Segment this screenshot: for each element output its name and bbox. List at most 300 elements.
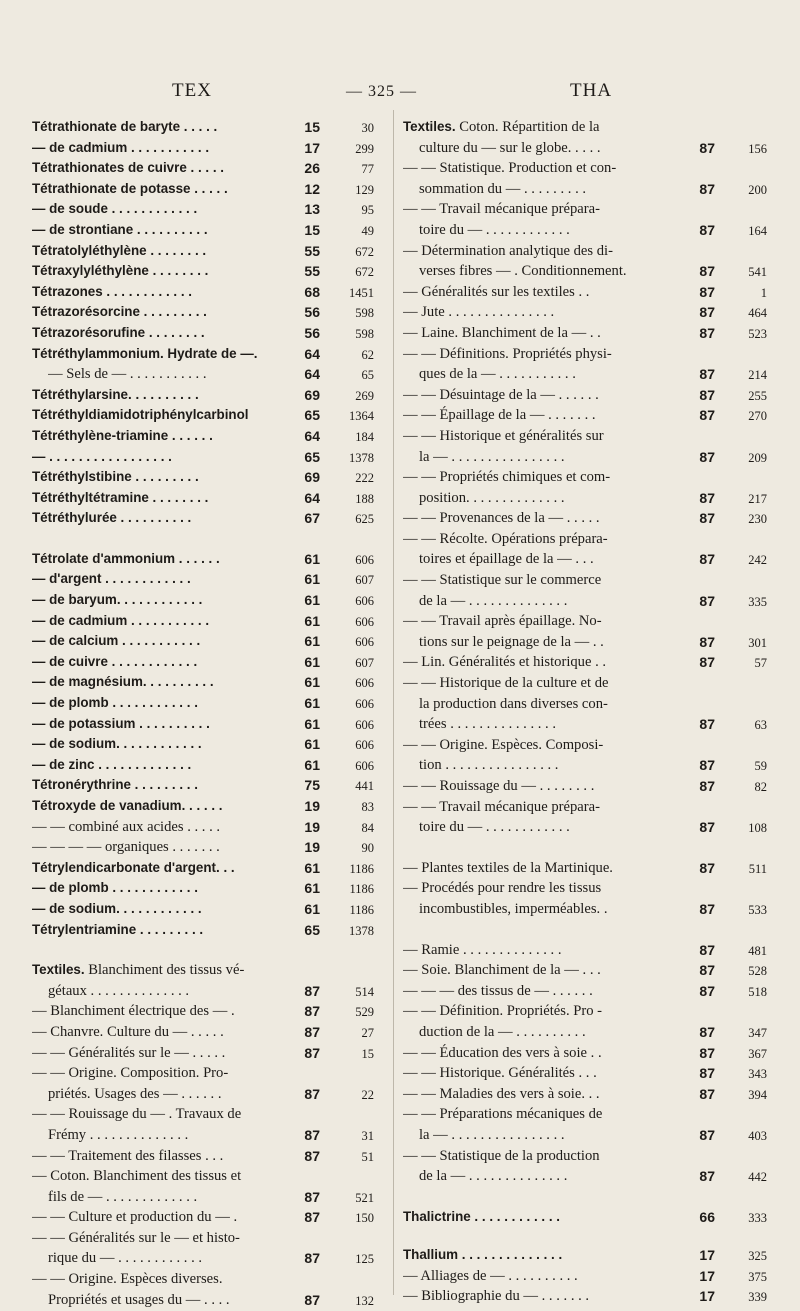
block-spacer (32, 940, 384, 960)
index-entry (403, 1063, 768, 1084)
entry-page: 625 (355, 512, 374, 527)
entry-page: 27 (361, 1025, 374, 1040)
entry-page: 335 (748, 594, 767, 609)
index-entry (32, 569, 384, 590)
entry-page: 442 (748, 1170, 767, 1185)
entry-page: 230 (748, 512, 767, 527)
entry-text: — de sodium. . . . . . . . . . . . (32, 736, 202, 752)
entry-text: — de sodium. . . . . . . . . . . . (32, 900, 202, 916)
index-entry (403, 1104, 768, 1125)
entry-volume: 61 (304, 592, 320, 609)
entry-volume: 67 (304, 510, 320, 527)
entry-text: — de cadmium . . . . . . . . . . . (32, 612, 210, 628)
index-entry (32, 1228, 384, 1249)
entry-text: — de magnésium. . . . . . . . . . (32, 674, 214, 690)
entry-text: — — Définition. Propriétés. Pro - (403, 1003, 603, 1020)
entry-page: 521 (355, 1190, 374, 1205)
index-entry (403, 426, 768, 447)
entry-text: — Coton. Blanchiment des tissus et (32, 1168, 242, 1185)
entry-text: — Généralités sur les textiles . . (403, 283, 590, 300)
entry-page: 529 (355, 1005, 374, 1020)
entry-page: 184 (355, 429, 374, 444)
entry-volume: 87 (304, 1147, 320, 1164)
index-entry (403, 282, 768, 303)
index-block (32, 117, 384, 529)
index-entry (403, 447, 768, 468)
index-entry (403, 302, 768, 323)
entry-page: 209 (748, 450, 767, 465)
entry-volume: 87 (699, 551, 715, 568)
entry-volume: 87 (699, 819, 715, 836)
entry-page: 533 (748, 902, 767, 917)
entry-text: — — Origine. Espèces. Composi- (403, 736, 604, 753)
entry-volume: 61 (304, 715, 320, 732)
entry-page: 59 (754, 759, 767, 774)
index-entry (403, 488, 768, 509)
entry-volume: 69 (304, 386, 320, 403)
index-entry (403, 1001, 768, 1022)
block-spacer (32, 529, 384, 549)
entry-text: Tétréthylammonium. Hydrate de —. (32, 345, 258, 361)
index-entry (32, 590, 384, 611)
entry-text: — . . . . . . . . . . . . . . . . . (32, 448, 172, 464)
entry-page: 200 (748, 182, 767, 197)
index-entry (32, 1146, 384, 1167)
index-entry (403, 261, 768, 282)
index-block (403, 858, 768, 920)
entry-volume: 87 (699, 757, 715, 774)
index-entry (32, 1022, 384, 1043)
entry-volume: 65 (304, 407, 320, 424)
index-entry (32, 1084, 384, 1105)
index-entry (32, 693, 384, 714)
entry-page: 156 (748, 141, 767, 156)
index-entry (403, 899, 768, 920)
entry-volume: 65 (304, 448, 320, 465)
entry-text: — d'argent . . . . . . . . . . . . (32, 571, 191, 587)
index-entry (32, 1104, 384, 1125)
entry-text: Tétréthylstibine . . . . . . . . . (32, 469, 199, 485)
entry-text: — Ramie . . . . . . . . . . . . . . (403, 941, 562, 958)
entry-page: 62 (361, 347, 374, 362)
entry-text: Tétréthylarsine. . . . . . . . . . (32, 386, 199, 402)
entry-page: 403 (748, 1128, 767, 1143)
entry-page: 22 (361, 1087, 374, 1102)
entry-text: Thalictrine . . . . . . . . . . . . (403, 1208, 561, 1224)
entry-volume: 55 (304, 242, 320, 259)
entry-volume: 87 (304, 1023, 320, 1040)
entry-text: Tétrathionates de cuivre . . . . . (32, 160, 224, 176)
index-entry (403, 817, 768, 838)
entry-text: — — Historique et généralités sur (403, 427, 604, 444)
index-entry (32, 1269, 384, 1290)
index-entry (403, 138, 768, 159)
entry-page: 343 (748, 1067, 767, 1082)
entry-volume: 61 (304, 859, 320, 876)
entry-volume: 87 (699, 489, 715, 506)
entry-volume: 87 (304, 1126, 320, 1143)
entry-text: — — Provenances de la — . . . . . (403, 510, 600, 527)
index-entry (403, 467, 768, 488)
entry-text: culture du — sur le globe. . . . . (419, 139, 601, 156)
entry-text: — Alliages de — . . . . . . . . . . (403, 1267, 578, 1284)
entry-volume: 87 (699, 1065, 715, 1082)
entry-volume: 87 (699, 941, 715, 958)
entry-text: tion . . . . . . . . . . . . . . . . (419, 757, 559, 774)
entry-text: Tétroxyde de vanadium. . . . . . (32, 798, 223, 813)
entry-volume: 61 (304, 695, 320, 712)
index-entry (32, 549, 384, 570)
entry-volume: 56 (304, 304, 320, 321)
entry-text: — — Généralités sur le — . . . . . (32, 1044, 226, 1061)
entry-text: — — Culture et production du — . (32, 1209, 238, 1226)
entry-text: Tétréthylène-triamine . . . . . . (32, 427, 213, 443)
index-entry (403, 673, 768, 694)
index-entry (403, 960, 768, 981)
index-entry (32, 1063, 384, 1084)
entry-text: de la — . . . . . . . . . . . . . . (419, 1168, 568, 1185)
entry-page: 84 (361, 820, 374, 835)
entry-page: 51 (361, 1149, 374, 1164)
entry-page: 441 (355, 779, 374, 794)
index-entry (403, 940, 768, 961)
entry-text: Tétréthyldiamidotriphénylcarbinol (32, 407, 249, 423)
index-entry (403, 714, 768, 735)
entry-text: — — Généralités sur le — et histo- (32, 1229, 240, 1246)
index-entry (403, 1043, 768, 1064)
entry-page: 214 (748, 368, 767, 383)
entry-page: 217 (748, 491, 767, 506)
entry-text: Thallium . . . . . . . . . . . . . . (403, 1247, 563, 1263)
entry-page: 606 (355, 758, 374, 773)
entry-volume: 87 (304, 1188, 320, 1205)
index-entry (32, 1043, 384, 1064)
entry-page: 129 (355, 182, 374, 197)
running-head-left: TEX (172, 80, 212, 101)
index-entry (403, 364, 768, 385)
entry-volume: 87 (699, 1085, 715, 1102)
entry-text: — Bibliographie du — . . . . . . . (403, 1288, 590, 1305)
entry-text: sommation du — . . . . . . . . . (419, 180, 587, 197)
entry-volume: 87 (304, 982, 320, 999)
entry-volume: 17 (699, 1267, 715, 1284)
block-spacer (403, 920, 768, 940)
entry-page: 375 (748, 1269, 767, 1284)
entry-text: — — Origine. Composition. Pro- (32, 1065, 229, 1082)
entry-volume: 19 (304, 798, 320, 814)
entry-volume: 87 (699, 510, 715, 527)
entry-text: — de strontiane . . . . . . . . . . (32, 221, 208, 237)
entry-text: — — Épaillage de la — . . . . . . . (403, 407, 596, 424)
entry-volume: 61 (304, 612, 320, 629)
entry-page: 394 (748, 1087, 767, 1102)
index-entry (32, 364, 384, 385)
entry-text: Tétrathionate de potasse . . . . . (32, 180, 228, 196)
entry-page: 188 (355, 491, 374, 506)
index-entry (32, 960, 384, 981)
index-entry (32, 282, 384, 303)
entry-text: — — — des tissus de — . . . . . . (403, 982, 593, 999)
index-entry (403, 735, 768, 756)
entry-page: 1378 (349, 923, 374, 938)
entry-page: 514 (355, 984, 374, 999)
index-entry (32, 631, 384, 652)
entry-page: 49 (361, 223, 374, 238)
entry-volume: 87 (699, 263, 715, 280)
entry-text: la — . . . . . . . . . . . . . . . . (419, 1126, 565, 1143)
entry-page: 672 (355, 265, 374, 280)
entry-text: fils de — . . . . . . . . . . . . . (48, 1188, 198, 1205)
index-entry (32, 241, 384, 262)
index-entry (32, 858, 384, 879)
index-entry (403, 1022, 768, 1043)
entry-volume: 87 (699, 221, 715, 238)
entry-text: — — Propriétés chimiques et com- (403, 469, 611, 486)
entry-text: — — Traitement des filasses . . . (32, 1147, 224, 1164)
index-entry (32, 714, 384, 735)
index-entry (32, 117, 384, 138)
index-entry (403, 1207, 768, 1228)
entry-page: 606 (355, 552, 374, 567)
entry-page: 1451 (349, 285, 374, 300)
index-entry (403, 508, 768, 529)
entry-page: 464 (748, 306, 767, 321)
entry-volume: 87 (699, 283, 715, 300)
entry-page: 606 (355, 738, 374, 753)
entry-volume: 87 (699, 962, 715, 979)
entry-text: — Blanchiment électrique des — . (32, 1003, 235, 1020)
entry-page: 222 (355, 471, 374, 486)
entry-volume: 87 (699, 900, 715, 917)
entry-volume: 19 (304, 818, 320, 835)
entry-volume: 65 (304, 921, 320, 938)
entry-page: 95 (361, 203, 374, 218)
index-entry (403, 199, 768, 220)
index-entry (32, 488, 384, 509)
entry-volume: 64 (304, 427, 320, 444)
entry-page: 606 (355, 717, 374, 732)
index-entry (403, 878, 768, 899)
index-entry (32, 158, 384, 179)
entry-page: 606 (355, 697, 374, 712)
left-column (32, 117, 384, 1310)
entry-page: 90 (361, 841, 374, 856)
index-entry (403, 632, 768, 653)
index-entry (32, 1001, 384, 1022)
entry-text: Tétréthyltétramine . . . . . . . . (32, 489, 209, 505)
entry-page: 1 (760, 285, 767, 300)
entry-text: Tétraxylyléthylène . . . . . . . . (32, 263, 209, 279)
index-entry (32, 755, 384, 776)
index-block (403, 117, 768, 838)
index-entry (32, 344, 384, 365)
entry-text: — — Travail mécanique prépara- (403, 798, 600, 815)
entry-text: — de plomb . . . . . . . . . . . . (32, 880, 198, 896)
entry-page: 150 (355, 1211, 374, 1226)
entry-page: 1378 (349, 450, 374, 465)
entry-text: Tétrazones . . . . . . . . . . . . (32, 283, 192, 299)
entry-volume: 87 (699, 778, 715, 794)
index-entry (403, 158, 768, 179)
index-entry (32, 220, 384, 241)
entry-text: Tétrazorésorufine . . . . . . . . (32, 324, 205, 340)
entry-volume: 87 (699, 1044, 715, 1061)
running-head-right: THA (570, 80, 613, 101)
entry-volume: 87 (699, 1126, 715, 1143)
index-entry (403, 241, 768, 262)
entry-volume: 17 (699, 1288, 715, 1305)
entry-volume: 87 (699, 716, 715, 733)
index-entry (32, 426, 384, 447)
entry-volume: 12 (304, 180, 320, 197)
entry-text: position. . . . . . . . . . . . . . (419, 489, 565, 506)
entry-text: — Sels de — . . . . . . . . . . . (48, 366, 207, 383)
index-entry (403, 1146, 768, 1167)
entry-text: Tétronérythrine . . . . . . . . . (32, 777, 198, 793)
entry-page: 607 (355, 573, 374, 588)
entry-volume: 75 (304, 777, 320, 794)
entry-page: 132 (355, 1293, 374, 1308)
entry-volume: 87 (699, 982, 715, 999)
index-entry (32, 1166, 384, 1187)
entry-page: 63 (754, 718, 767, 733)
index-entry (32, 199, 384, 220)
entry-volume: 87 (699, 592, 715, 609)
entry-text: verses fibres — . Conditionnement. (419, 263, 627, 280)
entry-text: — — Statistique de la production (403, 1147, 600, 1164)
entry-volume: 87 (699, 1168, 715, 1185)
entry-volume: 64 (304, 345, 320, 362)
entry-text: — — Éducation des vers à soie . . (403, 1044, 602, 1061)
entry-text: Textiles. Coton. Répartition de la (403, 119, 600, 135)
entry-text: — — Définitions. Propriétés physi- (403, 345, 612, 362)
entry-text: — — Historique. Généralités . . . (403, 1065, 597, 1082)
entry-volume: 87 (304, 1291, 320, 1308)
index-entry (403, 858, 768, 879)
entry-text: — Détermination analytique des di- (403, 242, 613, 259)
index-entry (32, 817, 384, 838)
index-entry (403, 981, 768, 1002)
entry-text: — — Statistique sur le commerce (403, 572, 602, 589)
index-entry (32, 1125, 384, 1146)
index-entry (403, 755, 768, 776)
entry-text: — — Récolte. Opérations prépara- (403, 530, 608, 547)
index-entry (403, 570, 768, 591)
column-divider (393, 110, 394, 1295)
block-spacer (403, 1227, 768, 1245)
entry-volume: 87 (304, 1044, 320, 1061)
entry-page: 31 (361, 1128, 374, 1143)
entry-volume: 87 (304, 1250, 320, 1267)
entry-page: 125 (355, 1252, 374, 1267)
index-block (403, 940, 768, 1187)
entry-page: 1186 (349, 882, 374, 897)
index-entry (403, 220, 768, 241)
entry-page: 255 (748, 388, 767, 403)
entry-text: — — Rouissage du — . Travaux de (32, 1106, 242, 1123)
entry-page: 333 (748, 1210, 767, 1225)
entry-text: toires et épaillage de la — . . . (419, 551, 594, 568)
entry-volume: 61 (304, 674, 320, 691)
index-entry (403, 611, 768, 632)
entry-page: 270 (748, 409, 767, 424)
entry-volume: 87 (699, 139, 715, 156)
entry-text: — — Travail après épaillage. No- (403, 613, 602, 630)
entry-page: 607 (355, 655, 374, 670)
index-entry (403, 529, 768, 550)
entry-volume: 61 (304, 653, 320, 670)
entry-volume: 87 (699, 407, 715, 424)
entry-page: 598 (355, 326, 374, 341)
index-entry (403, 1245, 768, 1266)
entry-volume: 55 (304, 263, 320, 280)
index-entry (403, 179, 768, 200)
entry-text: — — Origine. Espèces diverses. (32, 1271, 223, 1288)
index-entry (32, 611, 384, 632)
entry-volume: 61 (304, 550, 320, 567)
entry-text: — Jute . . . . . . . . . . . . . . . (403, 304, 555, 321)
page-number: — 325 — (346, 83, 417, 100)
entry-page: 164 (748, 223, 767, 238)
index-entry (403, 797, 768, 818)
entry-page: 65 (361, 368, 374, 383)
entry-volume: 64 (304, 489, 320, 506)
entry-page: 30 (361, 121, 374, 135)
index-entry (32, 775, 384, 796)
index-entry (32, 508, 384, 529)
entry-volume: 13 (304, 201, 320, 218)
entry-page: 541 (748, 265, 767, 280)
index-entry (32, 878, 384, 899)
entry-text: trées . . . . . . . . . . . . . . . (419, 716, 557, 733)
entry-volume: 61 (304, 736, 320, 753)
index-entry (403, 1266, 768, 1287)
index-entry (32, 138, 384, 159)
index-entry (403, 1084, 768, 1105)
entry-volume: 17 (304, 139, 320, 156)
entry-text: toire du — . . . . . . . . . . . . (419, 819, 570, 836)
entry-text: — Laine. Blanchiment de la — . . (403, 324, 601, 341)
index-entry (403, 776, 768, 797)
entry-text: la production dans diverses con- (419, 695, 608, 712)
entry-text: — de cadmium . . . . . . . . . . . (32, 139, 210, 155)
index-block (403, 1207, 768, 1228)
block-spacer (403, 1187, 768, 1207)
entry-volume: 61 (304, 756, 320, 773)
entry-volume: 87 (699, 633, 715, 650)
entry-page: 15 (361, 1046, 374, 1061)
entry-volume: 17 (699, 1247, 715, 1264)
entry-volume: 87 (699, 366, 715, 383)
entry-text: — de baryum. . . . . . . . . . . . (32, 592, 203, 608)
index-entry (32, 447, 384, 468)
entry-text: Tétrazorésorcine . . . . . . . . . (32, 304, 207, 320)
index-entry (32, 405, 384, 426)
entry-volume: 19 (304, 839, 320, 856)
entry-page: 339 (748, 1290, 767, 1305)
index-entry (403, 117, 768, 138)
index-entry (32, 1187, 384, 1208)
entry-text: — de zinc . . . . . . . . . . . . . (32, 756, 192, 772)
entry-page: 367 (748, 1046, 767, 1061)
entry-text: — de potassium . . . . . . . . . . (32, 715, 210, 731)
entry-page: 528 (748, 964, 767, 979)
entry-text: Tétrolate d'ammonium . . . . . . (32, 550, 220, 566)
entry-volume: 56 (304, 324, 320, 341)
entry-page: 1364 (349, 409, 374, 424)
index-entry (32, 179, 384, 200)
index-block (32, 549, 384, 940)
